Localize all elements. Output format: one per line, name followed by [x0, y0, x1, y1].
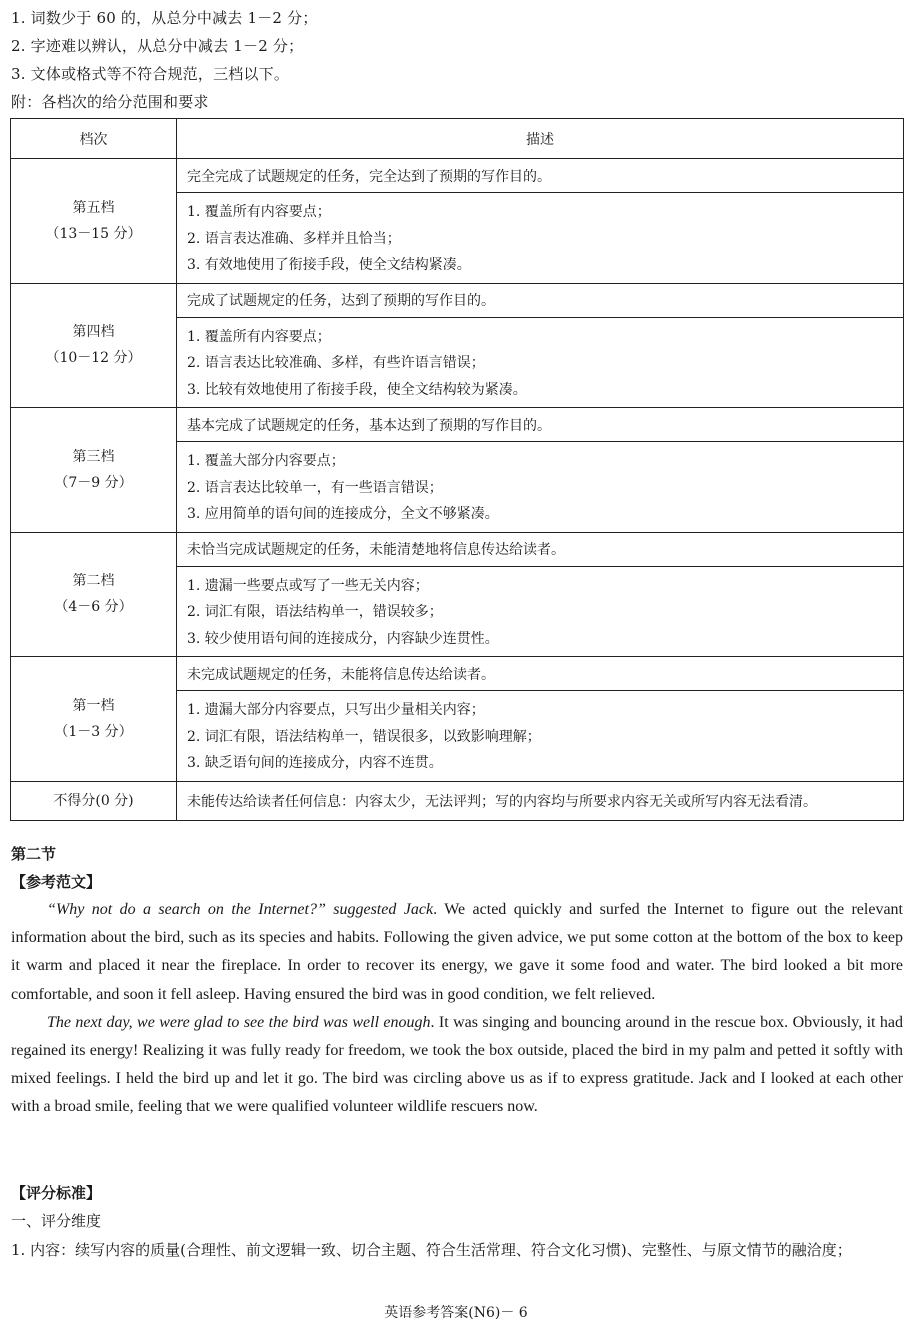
deduction-notes — [11, 4, 901, 116]
level-summary: 未完成试题规定的任务，未能将信息传达给读者。 — [177, 657, 904, 691]
level-requirements — [177, 317, 904, 408]
section-title: 第二节 — [11, 845, 57, 863]
requirement-item: 2. 语言表达比较准确、多样，有些许语言错误； — [187, 355, 485, 371]
level-cell — [11, 408, 177, 533]
note-line: 3. 文体或格式等不符合规范，三档以下。 — [11, 65, 290, 83]
level-score: （1－3 分） — [54, 723, 133, 740]
level-cell — [11, 657, 177, 782]
requirement-item: 2. 词汇有限，语法结构单一，错误较多； — [187, 604, 443, 620]
requirement-item: 3. 比较有效地使用了衔接手段，使全文结构较为紧凑。 — [187, 381, 527, 398]
level-name: 第四档 — [72, 324, 115, 341]
dimension-item: 1. 内容：续写内容的质量(合理性、前文逻辑一致、切合主题、符合生活常理、符合文化习惯)、完整性、与原文情节的融洽度； — [11, 1241, 852, 1259]
level-summary: 完全完成了试题规定的任务，完全达到了预期的写作目的。 — [177, 159, 904, 193]
paragraph-text: . We acted quickly and surfed the Internet to figure out the relevant information about the bird, such as its species and habits. Following the given advice, we put some cotton at the bottom of the box to keep it warm and placed it near the fireplace. In order to recover its energy, we gave it some food and water. The bird looked a bit more comfortable, and soon it fell asleep. Having ensured the bird was in good condition, we felt relieved. — [11, 901, 904, 1003]
note-line: 附：各档次的给分范围和要求 — [11, 93, 209, 111]
requirement-item: 1. 遗漏大部分内容要点，只写出少量相关内容； — [187, 702, 485, 718]
requirement-item: 2. 语言表达比较单一，有一些语言错误； — [187, 479, 443, 496]
level-requirements — [177, 193, 904, 284]
level-name: 第二档 — [72, 573, 115, 590]
level-cell — [11, 159, 177, 284]
requirement-item: 2. 词汇有限，语法结构单一，错误很多，以致影响理解； — [187, 728, 541, 745]
level-score: （7－9 分） — [54, 474, 133, 491]
requirement-item: 3. 缺乏语句间的连接成分，内容不连贯。 — [187, 755, 443, 771]
given-opening-sentence: “Why not do a search on the Internet?” suggested Jack — [47, 901, 434, 918]
essay-paragraph — [11, 896, 903, 1009]
sample-essay-heading: 【参考范文】 — [11, 873, 102, 891]
page-footer: 英语参考答案(N6)－ 6 — [384, 1305, 528, 1321]
dimension-heading: 一、评分维度 — [11, 1212, 102, 1230]
level-name: 第一档 — [72, 697, 115, 714]
requirement-item: 2. 语言表达准确、多样并且恰当； — [187, 230, 401, 247]
table-row — [11, 532, 904, 566]
level-name: 第五档 — [72, 199, 115, 216]
level-score: （4－6 分） — [54, 599, 133, 616]
level-zero-description: 未能传达给读者任何信息：内容太少，无法评判；写的内容均与所要求内容无关或所写内容无法看清。 — [177, 781, 904, 820]
sample-essay — [11, 896, 903, 1122]
table-row — [11, 781, 904, 820]
level-summary: 完成了试题规定的任务，达到了预期的写作目的。 — [177, 283, 904, 317]
paragraph-text: . It was singing and bouncing around in the rescue box. Obviously, it had regained its energy! Realizing it was fully ready for freedom, we took the box outside, placed the bird in my palm and petted it softly with mixed feelings. I held the bird up and let it go. The bird was circling above us as if to express gratitude. Jack and I looked at each other with a broad smile, feeling that we were qualified volunteer wildlife rescuers now. — [11, 1013, 903, 1116]
grading-table — [10, 118, 904, 821]
requirement-item: 1. 覆盖所有内容要点； — [187, 204, 331, 220]
level-zero: 不得分(0 分) — [11, 781, 177, 820]
table-row — [11, 283, 904, 317]
level-requirements — [177, 442, 904, 533]
requirement-item: 3. 较少使用语句间的连接成分，内容缺少连贯性。 — [187, 630, 499, 647]
table-header-row — [11, 119, 904, 159]
requirement-item: 1. 遗漏一些要点或写了一些无关内容； — [187, 577, 429, 594]
level-requirements — [177, 691, 904, 782]
level-cell — [11, 283, 177, 408]
table-row — [11, 657, 904, 691]
level-summary: 未恰当完成试题规定的任务，未能清楚地将信息传达给读者。 — [177, 532, 904, 566]
level-score: （13－15 分） — [45, 225, 142, 242]
given-opening-sentence: The next day, we were glad to see the bird was well enough — [47, 1013, 431, 1031]
level-requirements — [177, 566, 904, 657]
level-name: 第三档 — [72, 448, 115, 465]
level-cell — [11, 532, 177, 657]
criteria-heading: 【评分标准】 — [11, 1184, 102, 1202]
header-level: 档次 — [11, 119, 177, 159]
requirement-item: 3. 有效地使用了衔接手段，使全文结构紧凑。 — [187, 257, 471, 273]
header-description: 描述 — [177, 119, 904, 159]
requirement-item: 1. 覆盖大部分内容要点； — [187, 453, 345, 469]
requirement-item: 1. 覆盖所有内容要点； — [187, 328, 331, 345]
essay-paragraph — [11, 1009, 903, 1122]
requirement-item: 3. 应用简单的语句间的连接成分，全文不够紧凑。 — [187, 506, 499, 522]
level-score: （10－12 分） — [45, 350, 142, 367]
note-line: 2. 字迹难以辨认，从总分中减去 1－2 分； — [11, 37, 304, 55]
note-line: 1. 词数少于 60 的，从总分中减去 1－2 分； — [11, 9, 318, 27]
table-row — [11, 159, 904, 193]
table-row — [11, 408, 904, 442]
level-summary: 基本完成了试题规定的任务，基本达到了预期的写作目的。 — [177, 408, 904, 442]
